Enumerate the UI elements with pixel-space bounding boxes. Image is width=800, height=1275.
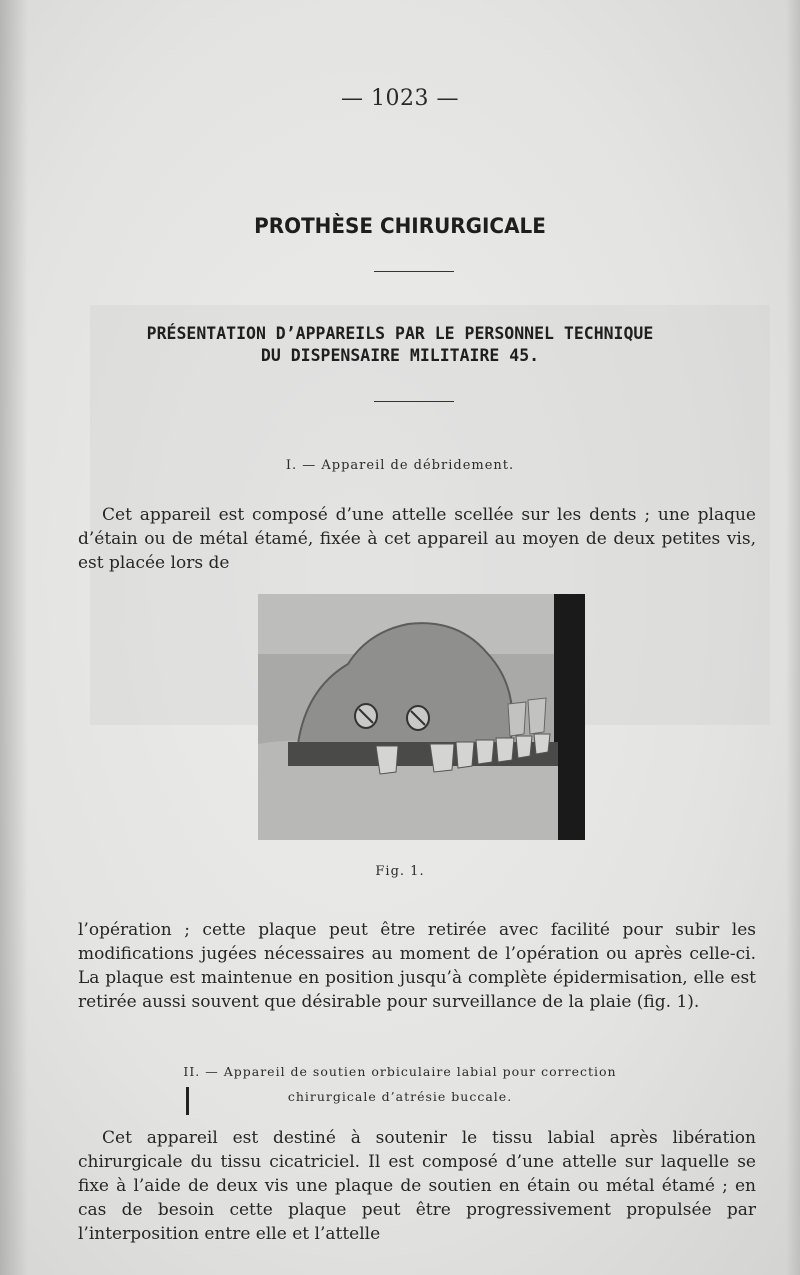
section-title-line2: DU DISPENSAIRE MILITAIRE 45. bbox=[260, 346, 540, 365]
title-rule bbox=[374, 271, 454, 272]
figure-dental-appliance-photo bbox=[258, 594, 585, 840]
part1-heading: I. — Appareil de débridement. bbox=[285, 458, 515, 473]
page-number: — 1023 — bbox=[341, 86, 459, 111]
section-title-line1: PRÉSENTATION D’APPAREILS PAR LE PERSONNEL TECHNIQUE bbox=[146, 324, 654, 343]
photo-dark-edge bbox=[554, 594, 585, 840]
part2-heading-line1: II. — Appareil de soutien orbiculaire labial pour correction bbox=[183, 1064, 617, 1079]
dental-appliance-illustration bbox=[258, 594, 585, 840]
page-edge-shadow-right bbox=[786, 0, 800, 1275]
part1-paragraph-before-figure: Cet appareil est composé d’une attelle scellée sur les dents ; une plaque d’étain ou de métal étamé, fixée à cet appareil au moyen de deux petites vis, est placée lors de bbox=[78, 505, 756, 573]
figure-caption: Fig. 1. bbox=[375, 864, 425, 879]
margin-mark bbox=[186, 1087, 189, 1115]
part2-heading-line2: chirurgicale d’atrésie buccale. bbox=[287, 1089, 513, 1104]
part2-paragraph: Cet appareil est destiné à soutenir le tissu labial après libération chirurgicale du tissu cicatriciel. Il est composé d’une attelle sur laquelle se fixe à l’aide de deux vis une plaque de soutien en étain ou métal étamé ; en cas de besoin cette plaque peut être progressivement propulsée par l’interposition entre elle et l’attelle bbox=[78, 1128, 756, 1244]
section-title bbox=[60, 323, 740, 367]
section-rule bbox=[374, 401, 454, 402]
main-title: PROTHÈSE CHIRURGICALE bbox=[254, 214, 546, 238]
page-edge-shadow bbox=[0, 0, 28, 1275]
part1-paragraph-after-figure: l’opération ; cette plaque peut être retirée avec facilité pour subir les modifications jugées nécessaires au moment de l’opération ou après celle-ci. La plaque est maintenue en position jusqu’à complète épidermisation, elle est retirée aussi souvent que désirable pour surveillance de la plaie (fig. 1). bbox=[78, 920, 756, 1012]
